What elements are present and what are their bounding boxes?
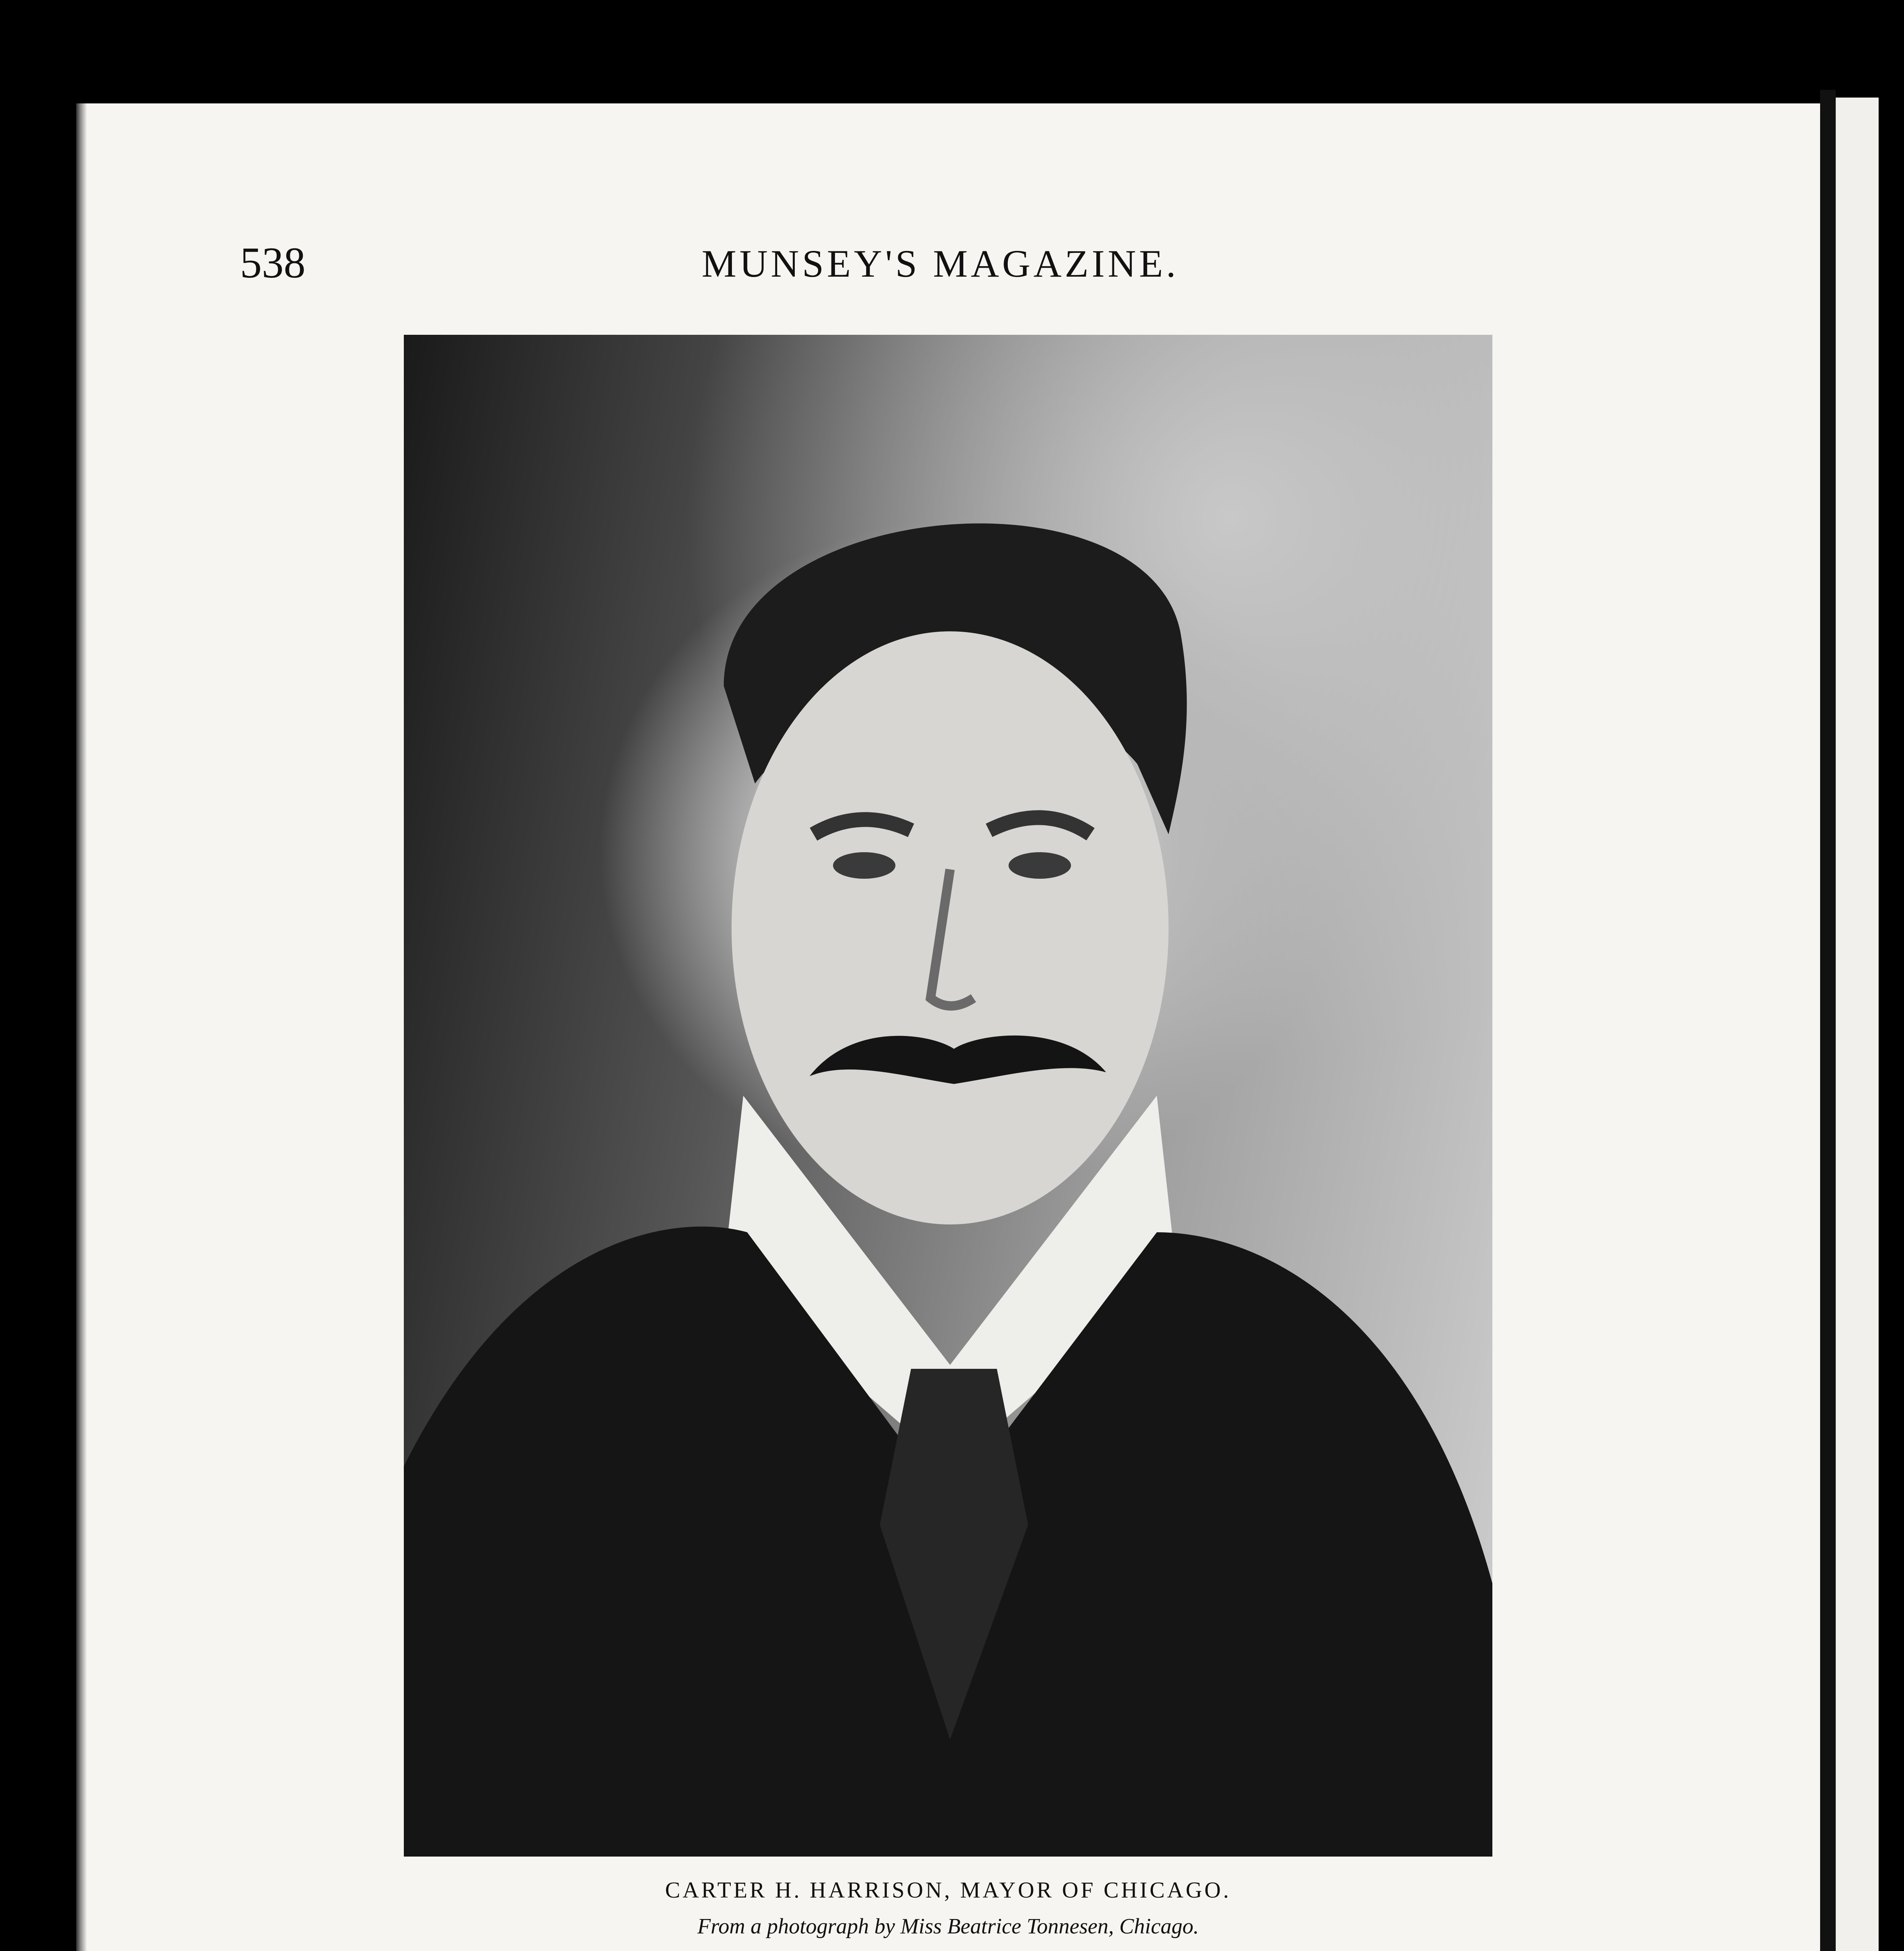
magazine-title: MUNSEY'S MAGAZINE. [702,242,1179,285]
figure-caption: CARTER H. HARRISON, MAYOR OF CHICAGO. [665,1877,1231,1903]
portrait-illustration [404,335,1492,1857]
running-head [0,238,1904,304]
adjacent-page-edge [1836,98,1879,1951]
page-left-shadow [76,103,87,1951]
page-binding-edge [1820,90,1836,1951]
page-number: 538 [240,239,305,287]
photo-credit: From a photograph by Miss Beatrice Tonnesen, Chicago. [697,1914,1199,1939]
portrait-photo [404,335,1492,1857]
